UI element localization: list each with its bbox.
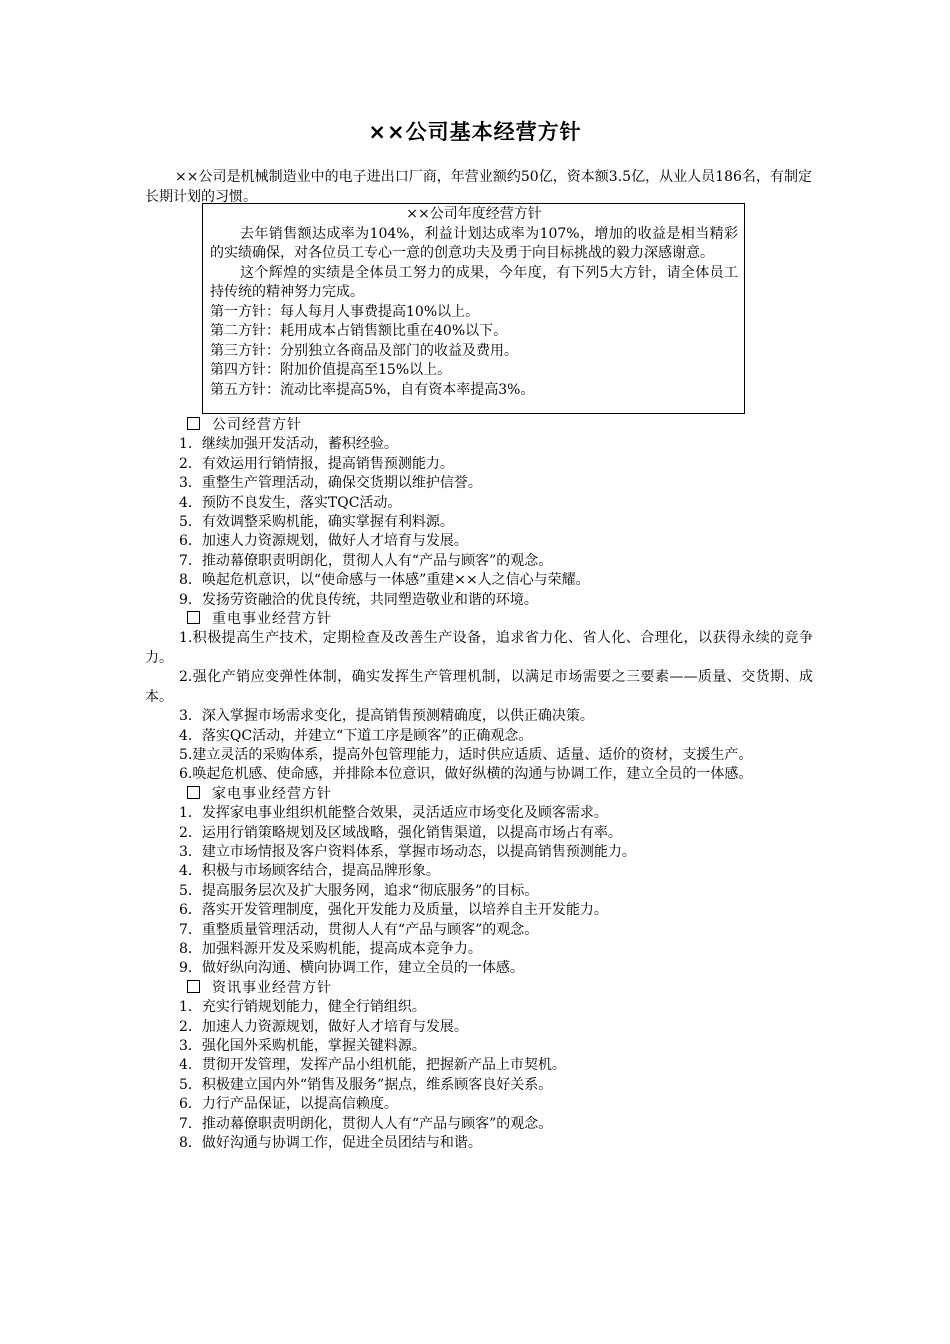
list-item: 5．有效调整采购机能，确实掌握有利料源。 <box>179 514 454 531</box>
list-item: 5.建立灵活的采购体系，提高外包管理能力，适时供应适质、适量、适价的资材，支援生产。 <box>179 746 753 763</box>
section-heading <box>145 785 813 804</box>
list-item: 6．落实开发管理制度，强化开发能力及质量，以培养自主开发能力。 <box>179 902 608 919</box>
list-item: 9．做好纵向沟通、横向协调工作，建立全员的一体感。 <box>179 960 524 977</box>
policy-item: 第一方针：每人每月人事费提高10%以上。 <box>210 303 480 320</box>
policy-item: 第四方针：附加价值提高至15%以上。 <box>210 362 452 378</box>
section-heading <box>145 416 813 435</box>
policy-item: 第五方针：流动比率提高5%，自有资本率提高3%。 <box>210 381 535 398</box>
list-item: 5．积极建立国内外“销售及服务”据点，维系顾客良好关系。 <box>179 1076 553 1093</box>
section-heading-text: 家电事业经营方针 <box>212 785 332 802</box>
list-item: 7．重整质量管理活动，贯彻人人有“产品与顾客”的观念。 <box>179 921 539 938</box>
list-item: 9．发扬劳资融洽的优良传统，共同塑造敬业和谐的环境。 <box>179 591 538 608</box>
list-item: 2．加速人力资源规划，做好人才培育与发展。 <box>179 1018 468 1035</box>
list-item: 3．深入掌握市场需求变化，提高销售预测精确度，以供正确决策。 <box>179 708 594 725</box>
list-item: 7．推动幕僚职责明朗化，贯彻人人有“产品与顾客”的观念。 <box>179 1115 553 1132</box>
checkbox-square-icon <box>187 980 200 993</box>
list-item: 1.积极提高生产技术，定期检查及改善生产设备，追求省力化、省人化、合理化，以获得永续的竞争力。 <box>145 630 813 666</box>
intro-paragraph: ××公司是机械制造业中的电子进出口厂商，年营业额约50亿，资本额3.5亿，从业人员186名，有制定长期计划的习惯。 <box>145 169 812 205</box>
annual-policy-paragraph: 这个辉煌的实绩是全体员工努力的成果，今年度，有下列5大方针，请全体员工持传统的精神努力完成。 <box>210 264 738 300</box>
list-item: 4．落实QC活动，并建立“下道工序是顾客”的正确观念。 <box>179 727 533 744</box>
annual-policy-title: ××公司年度经营方针 <box>406 206 542 222</box>
list-item: 1．继续加强开发活动，蓄积经验。 <box>179 436 398 453</box>
list-item: 8．唤起危机意识，以“使命感与一体感”重建××人之信心与荣耀。 <box>179 572 590 589</box>
list-item: 6．力行产品保证，以提高信赖度。 <box>179 1096 398 1113</box>
list-item: 2．运用行销策略规划及区域战略，强化销售渠道，以提高市场占有率。 <box>179 824 622 841</box>
list-item: 7．推动幕僚职责明朗化，贯彻人人有“产品与顾客”的观念。 <box>179 552 553 569</box>
list-item: 3．重整生产管理活动，确保交货期以维护信誉。 <box>179 475 482 492</box>
list-item: 8．加强料源开发及采购机能，提高成本竞争力。 <box>179 940 482 957</box>
annual-policy-paragraph: 去年销售额达成率为104%，利益计划达成率为107%，增加的收益是相当精彩的实绩确保，对各位员工专心一意的创意功夫及勇于向目标挑战的毅力深感谢意。 <box>210 225 738 261</box>
list-item: 2.强化产销应变弹性体制，确实发挥生产管理机制，以满足市场需要之三要素——质量、交货期、成本。 <box>145 669 813 705</box>
checkbox-square-icon <box>187 786 200 799</box>
section-heading-text: 资讯事业经营方针 <box>212 979 332 996</box>
list-item: 3．建立市场情报及客户资料体系，掌握市场动态，以提高销售预测能力。 <box>179 843 636 860</box>
list-item: 8．做好沟通与协调工作，促进全员团结与和谐。 <box>179 1135 482 1152</box>
section-heading <box>145 610 813 629</box>
list-item: 5．提高服务层次及扩大服务网，追求“彻底服务”的目标。 <box>179 882 539 899</box>
checkbox-square-icon <box>187 611 200 624</box>
list-item: 3．强化国外采购机能，掌握关键料源。 <box>179 1038 426 1054</box>
section-heading-text: 公司经营方针 <box>212 417 302 433</box>
list-item: 1．发挥家电事业组织机能整合效果，灵活适应市场变化及顾客需求。 <box>179 805 608 822</box>
policy-item: 第三方针：分别独立各商品及部门的收益及费用。 <box>210 342 518 359</box>
list-item: 6.唤起危机感、使命感，并排除本位意识，做好纵横的沟通与协调工作，建立全员的一体感。 <box>179 766 753 783</box>
list-item: 4．预防不良发生，落实TQC活动。 <box>179 494 402 511</box>
document-title: ××公司基本经营方针 <box>368 120 582 144</box>
checkbox-square-icon <box>187 417 200 430</box>
list-item: 2．有效运用行销情报，提高销售预测能力。 <box>179 455 454 472</box>
section-heading-text: 重电事业经营方针 <box>212 611 332 628</box>
list-item: 6．加速人力资源规划，做好人才培育与发展。 <box>179 533 468 550</box>
policy-sections <box>145 416 813 1153</box>
section-heading <box>145 979 813 998</box>
list-item: 4．积极与市场顾客结合，提高品牌形象。 <box>179 863 440 880</box>
policy-item: 第二方针：耗用成本占销售额比重在40%以下。 <box>210 323 508 339</box>
annual-policy-box <box>202 203 745 414</box>
list-item: 4．贯彻开发管理，发挥产品小组机能，把握新产品上市契机。 <box>179 1057 566 1074</box>
list-item: 1．充实行销规划能力，健全行销组织。 <box>179 999 426 1016</box>
